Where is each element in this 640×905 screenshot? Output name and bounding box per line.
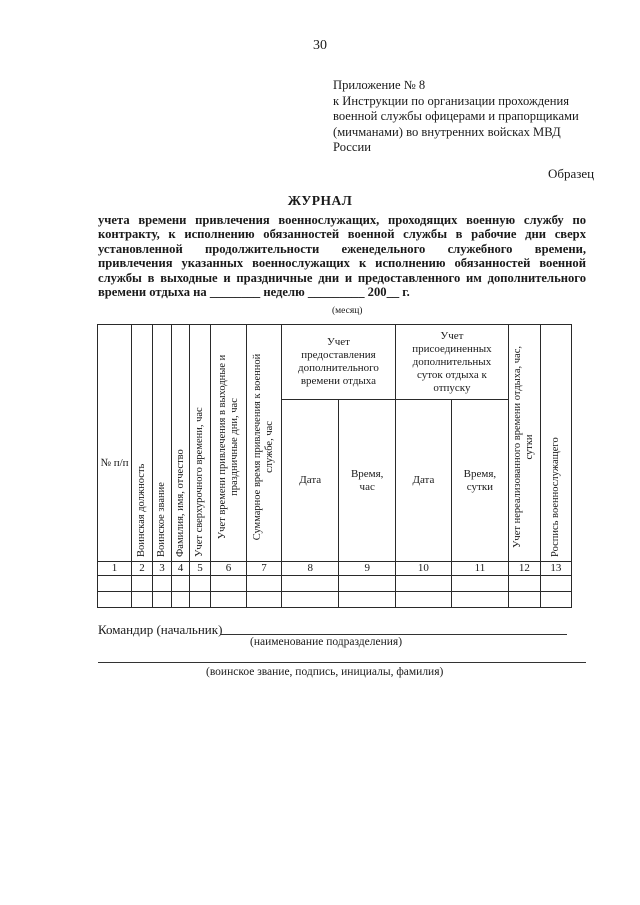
header-cell [211,325,247,562]
sub-header-date: Дата [282,400,339,562]
appendix-line: (мичманами) во внутренних войсках МВД [333,124,561,139]
header-cell [190,325,211,562]
column-number: 11 [451,562,508,576]
column-number: 13 [540,562,571,576]
header-total-time: Суммарное время привлечения к военной службе, час [252,353,275,541]
header-cell [508,325,540,562]
header-number: № п/п [98,325,132,562]
description-line: учета времени привлечения военнослужащих, проходящих военную службу по [98,213,586,227]
header-weekend-time: Учет времени привлечения в выходные и праздничные дни, час [216,354,240,540]
sub-header-hours: Время, час [339,400,395,562]
description-line: службы в выходные и праздничные дни и предоставленного им дополнительного [98,270,586,285]
month-note: (месяц) [332,306,363,316]
group-extra-leave-days: Учет присоединенных дополнительных суток отдыха к отпуску [395,325,508,400]
signature-line [98,662,586,663]
sub-header-date: Дата [395,400,451,562]
header-overtime: Учет сверхурочного времени, час [194,407,205,557]
appendix-line: России [333,140,371,154]
header-rank: Воинское звание [156,482,167,557]
column-number: 10 [395,562,451,576]
header-position: Воинская должность [136,463,147,557]
table-row [98,592,572,608]
appendix-heading [333,78,613,156]
appendix-line: Приложение № 8 [333,78,426,92]
commander-unit-line [220,634,567,635]
header-cell [132,325,153,562]
header-cell [247,325,282,562]
column-number: 9 [339,562,395,576]
appendix-line: военной службы офицерами и прапорщиками [333,109,579,123]
page-number: 30 [313,38,327,53]
column-number: 2 [132,562,153,576]
column-number: 1 [98,562,132,576]
header-signature: Роспись военнослужащего [549,437,561,557]
table-row [98,576,572,592]
journal-description [98,213,586,299]
column-number: 12 [508,562,540,576]
header-full-name: Фамилия, имя, отчество [174,449,186,557]
header-cell [153,325,172,562]
sample-label: Образец [548,166,595,181]
column-number: 7 [247,562,282,576]
commander-label: Командир (начальник) [98,622,223,637]
header-unrealized-rest: Учет нереализованного времени отдыха, час, сутки [512,346,536,548]
group-additional-rest: Учет предоставления дополнительного времени отдыха [282,325,396,400]
description-line: времени отдыха на ________ неделю _________ 200__ г. [98,285,410,300]
column-number: 8 [282,562,339,576]
header-cell [172,325,190,562]
column-number: 5 [190,562,211,576]
column-number: 3 [153,562,172,576]
rank-signature-caption: (воинское звание, подпись, инициалы, фамилия) [206,666,444,678]
appendix-line: к Инструкции по организации прохождения [333,93,569,108]
journal-title: ЖУРНАЛ [287,193,353,208]
column-number: 6 [211,562,247,576]
description-line: установленной продолжительности еженедельного служебного времени, [98,241,586,256]
description-line: контракту, к исполнению обязанностей военной службы в рабочие дни сверх [98,227,586,242]
unit-caption: (наименование подразделения) [250,636,403,648]
journal-table [97,324,572,608]
description-line: привлечения указанных военнослужащих к исполнению обязанностей военной [98,256,586,271]
sub-header-days: Время, сутки [451,400,508,562]
column-number: 4 [172,562,190,576]
header-cell [540,325,571,562]
